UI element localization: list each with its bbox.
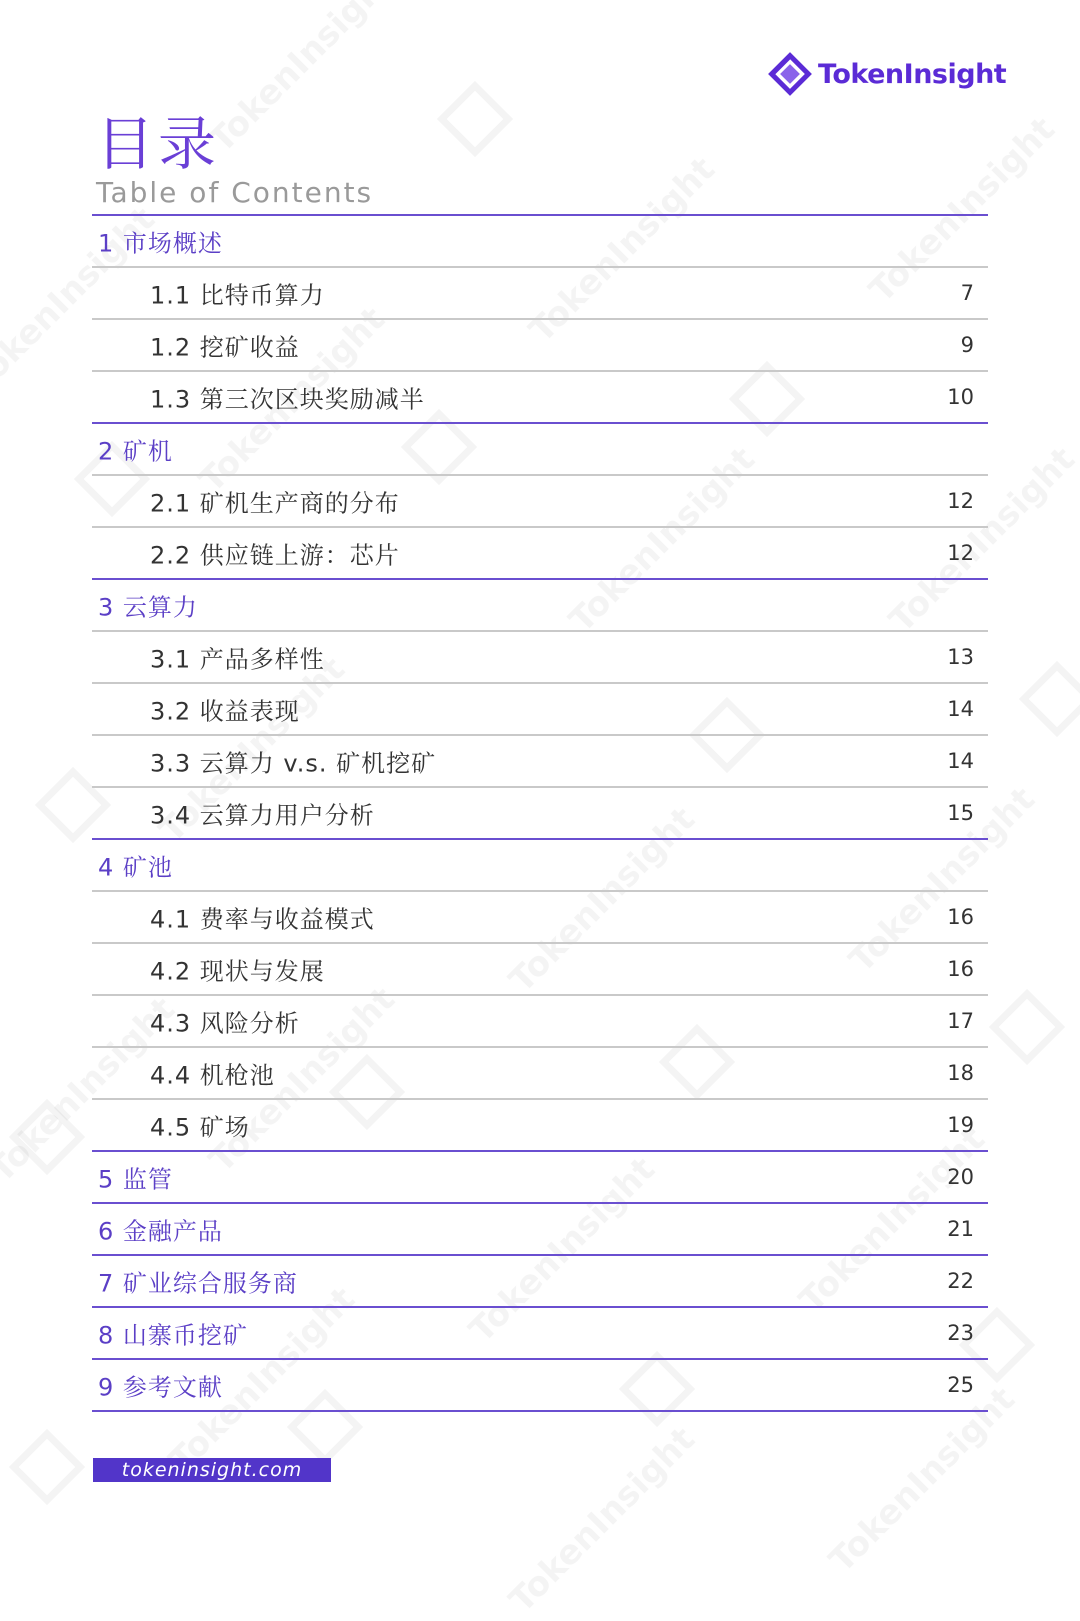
toc-page-number: 15 bbox=[947, 801, 974, 825]
toc-page-number: 9 bbox=[960, 333, 974, 357]
toc-subsection-row[interactable] bbox=[92, 526, 988, 578]
toc-subsection-row[interactable] bbox=[92, 994, 988, 1046]
toc-subsection-row[interactable] bbox=[92, 786, 988, 838]
toc-subsection-label: 1.2 挖矿收益 bbox=[150, 333, 300, 362]
toc-section-row[interactable] bbox=[92, 1150, 988, 1202]
toc-subsection-row[interactable] bbox=[92, 318, 988, 370]
toc-section-row[interactable] bbox=[92, 838, 988, 890]
toc-subsection-label: 3.1 产品多样性 bbox=[150, 645, 325, 674]
watermark-text bbox=[502, 1419, 703, 1620]
toc-page-number: 7 bbox=[960, 281, 974, 305]
toc-section-label: 1 市场概述 bbox=[98, 229, 223, 258]
toc-subsection-row[interactable] bbox=[92, 682, 988, 734]
toc-subsection-row[interactable] bbox=[92, 370, 988, 422]
toc-page-number: 12 bbox=[947, 489, 974, 513]
toc-page-number: 25 bbox=[947, 1373, 974, 1397]
toc-subsection-label: 4.3 风险分析 bbox=[150, 1009, 300, 1038]
toc-page-number: 14 bbox=[947, 697, 974, 721]
toc-section-label: 5 监管 bbox=[98, 1165, 173, 1194]
toc-subsection-row[interactable] bbox=[92, 942, 988, 994]
watermark-mark-icon bbox=[989, 989, 1065, 1065]
watermark-mark-icon bbox=[9, 1099, 85, 1175]
toc-subsection-row[interactable] bbox=[92, 630, 988, 682]
toc-section-row[interactable] bbox=[92, 1254, 988, 1306]
toc-subsection-row[interactable] bbox=[92, 1046, 988, 1098]
toc-page-number: 12 bbox=[947, 541, 974, 565]
toc-section-label: 8 山寨币挖矿 bbox=[98, 1321, 248, 1350]
toc-section-label: 6 金融产品 bbox=[98, 1217, 223, 1246]
toc-page-number: 17 bbox=[947, 1009, 974, 1033]
toc-section-label: 3 云算力 bbox=[98, 593, 198, 622]
brand-logo bbox=[768, 52, 1006, 96]
toc-subsection-row[interactable] bbox=[92, 734, 988, 786]
toc-subsection-label: 2.2 供应链上游：芯片 bbox=[150, 541, 400, 570]
toc-section-row[interactable] bbox=[92, 214, 988, 266]
toc-subsection-label: 3.4 云算力用户分析 bbox=[150, 801, 375, 830]
toc-subsection-label: 3.3 云算力 v.s. 矿机挖矿 bbox=[150, 749, 437, 778]
toc-section-row[interactable] bbox=[92, 578, 988, 630]
toc-page-number: 22 bbox=[947, 1269, 974, 1293]
toc-subsection-label: 4.1 费率与收益模式 bbox=[150, 905, 375, 934]
toc-subsection-label: 1.1 比特币算力 bbox=[150, 281, 325, 310]
watermark-mark-icon bbox=[9, 1429, 85, 1505]
toc-page-number: 14 bbox=[947, 749, 974, 773]
toc-section-label: 4 矿池 bbox=[98, 853, 173, 882]
toc-section-label: 7 矿业综合服务商 bbox=[98, 1269, 298, 1298]
toc-subsection-label: 4.2 现状与发展 bbox=[150, 957, 325, 986]
toc-page-number: 23 bbox=[947, 1321, 974, 1345]
table-of-contents bbox=[92, 214, 988, 1412]
toc-subsection-label: 1.3 第三次区块奖励减半 bbox=[150, 385, 425, 414]
toc-subsection-label: 4.4 机枪池 bbox=[150, 1061, 275, 1090]
brand-name: TokenInsight bbox=[818, 58, 1007, 90]
toc-section-row[interactable] bbox=[92, 1306, 988, 1358]
watermark-text bbox=[202, 0, 403, 161]
toc-subsection-row[interactable] bbox=[92, 474, 988, 526]
toc-subsection-label: 2.1 矿机生产商的分布 bbox=[150, 489, 400, 518]
tokeninsight-logo-icon bbox=[768, 52, 812, 96]
toc-page-number: 16 bbox=[947, 957, 974, 981]
toc-section-label: 9 参考文献 bbox=[98, 1373, 223, 1402]
toc-section-row[interactable] bbox=[92, 1202, 988, 1254]
toc-section-row[interactable] bbox=[92, 1358, 988, 1410]
toc-page-number: 20 bbox=[947, 1165, 974, 1189]
toc-page-number: 18 bbox=[947, 1061, 974, 1085]
toc-subsection-row[interactable] bbox=[92, 890, 988, 942]
toc-page-number: 16 bbox=[947, 905, 974, 929]
toc-page-number: 13 bbox=[947, 645, 974, 669]
toc-section-row[interactable] bbox=[92, 422, 988, 474]
toc-subsection-label: 3.2 收益表现 bbox=[150, 697, 300, 726]
footer-url[interactable]: tokeninsight.com bbox=[93, 1458, 331, 1482]
page-title: 目录 bbox=[96, 110, 221, 178]
toc-page-number: 21 bbox=[947, 1217, 974, 1241]
page-subtitle: Table of Contents bbox=[96, 176, 374, 209]
toc-page-number: 10 bbox=[947, 385, 974, 409]
toc-subsection-row[interactable] bbox=[92, 266, 988, 318]
toc-subsection-label: 4.5 矿场 bbox=[150, 1113, 250, 1142]
toc-section-label: 2 矿机 bbox=[98, 437, 173, 466]
watermark-mark-icon bbox=[1019, 661, 1080, 737]
toc-page-number: 19 bbox=[947, 1113, 974, 1137]
toc-bottom-rule bbox=[92, 1410, 988, 1412]
watermark-mark-icon bbox=[437, 81, 513, 157]
toc-subsection-row[interactable] bbox=[92, 1098, 988, 1150]
